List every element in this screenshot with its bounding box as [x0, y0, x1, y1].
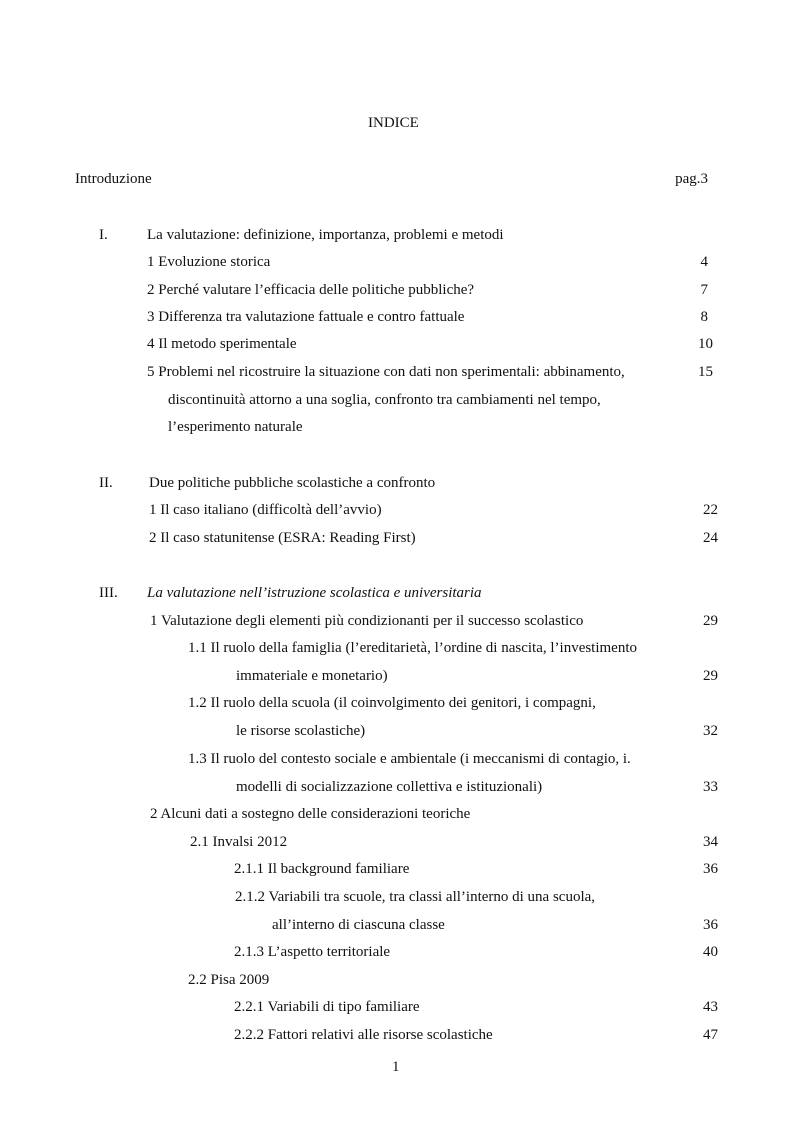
toc-page: 36: [703, 861, 718, 877]
toc-page: 22: [703, 502, 718, 518]
toc-page-introduzione: pag.3: [675, 171, 708, 187]
toc-entry-introduzione[interactable]: Introduzione: [75, 171, 152, 187]
toc-entry[interactable]: 2.2.2 Fattori relativi alle risorse scolastiche: [234, 1027, 493, 1043]
toc-page: 36: [703, 917, 718, 933]
toc-entry[interactable]: 2 Alcuni dati a sostegno delle considerazioni teoriche: [150, 806, 471, 822]
toc-page: 24: [703, 530, 718, 546]
toc-entry[interactable]: 1.2 Il ruolo della scuola (il coinvolgimento dei genitori, i compagni,: [188, 695, 596, 711]
toc-entry[interactable]: 2.2 Pisa 2009: [188, 972, 270, 988]
toc-entry[interactable]: 2.1 Invalsi 2012: [190, 834, 288, 850]
toc-page: 32: [703, 723, 718, 739]
toc-entry[interactable]: 4 Il metodo sperimentale: [147, 336, 297, 352]
page-number: 1: [392, 1059, 400, 1075]
toc-entry-continuation: immateriale e monetario): [236, 668, 388, 684]
chapter-title[interactable]: La valutazione: definizione, importanza, problemi e metodi: [147, 227, 504, 243]
toc-entry[interactable]: 1.1 Il ruolo della famiglia (l’ereditarietà, l’ordine di nascita, l’investimento: [188, 640, 638, 656]
toc-entry[interactable]: 1.3 Il ruolo del contesto sociale e ambientale (i meccanismi di contagio, i.: [188, 751, 631, 767]
toc-entry-continuation: le risorse scolastiche): [236, 723, 366, 739]
toc-entry-continuation: discontinuità attorno a una soglia, confronto tra cambiamenti nel tempo,: [168, 392, 601, 408]
toc-page: 40: [703, 944, 718, 960]
toc-entry[interactable]: 1 Il caso italiano (difficoltà dell’avvio): [149, 502, 382, 518]
toc-entry-continuation: all’interno di ciascuna classe: [272, 917, 445, 933]
toc-page: 34: [703, 834, 718, 850]
chapter-number: III.: [99, 585, 118, 601]
toc-entry[interactable]: 5 Problemi nel ricostruire la situazione con dati non sperimentali: abbinamento,: [147, 364, 625, 380]
toc-entry[interactable]: 1 Evoluzione storica: [147, 254, 271, 270]
toc-entry[interactable]: 2 Perché valutare l’efficacia delle politiche pubbliche?: [147, 282, 475, 298]
page-title: INDICE: [368, 115, 419, 131]
toc-page: 10: [698, 336, 713, 352]
chapter-number: II.: [99, 475, 113, 491]
toc-entry[interactable]: 2.2.1 Variabili di tipo familiare: [234, 999, 420, 1015]
toc-entry[interactable]: 2.1.1 Il background familiare: [234, 861, 410, 877]
toc-page: 4: [700, 254, 708, 270]
toc-page: 15: [698, 364, 713, 380]
toc-entry[interactable]: 2.1.3 L’aspetto territoriale: [234, 944, 391, 960]
toc-page: 29: [703, 668, 718, 684]
toc-page: 8: [700, 309, 708, 325]
toc-entry[interactable]: 3 Differenza tra valutazione fattuale e contro fattuale: [147, 309, 465, 325]
toc-entry-continuation: modelli di socializzazione collettiva e istituzionali): [236, 779, 543, 795]
toc-entry[interactable]: 2 Il caso statunitense (ESRA: Reading First): [149, 530, 416, 546]
toc-page: 33: [703, 779, 718, 795]
chapter-title[interactable]: Due politiche pubbliche scolastiche a confronto: [149, 475, 436, 491]
toc-entry-continuation: l’esperimento naturale: [168, 419, 303, 435]
toc-page: 29: [703, 613, 718, 629]
toc-page: 47: [703, 1027, 718, 1043]
chapter-title[interactable]: La valutazione nell’istruzione scolastica e universitaria: [147, 585, 482, 601]
toc-entry[interactable]: 1 Valutazione degli elementi più condizionanti per il successo scolastico: [150, 613, 584, 629]
toc-entry[interactable]: 2.1.2 Variabili tra scuole, tra classi all’interno di una scuola,: [235, 889, 596, 905]
chapter-number: I.: [99, 227, 108, 243]
toc-page: 7: [700, 282, 708, 298]
toc-page: 43: [703, 999, 718, 1015]
